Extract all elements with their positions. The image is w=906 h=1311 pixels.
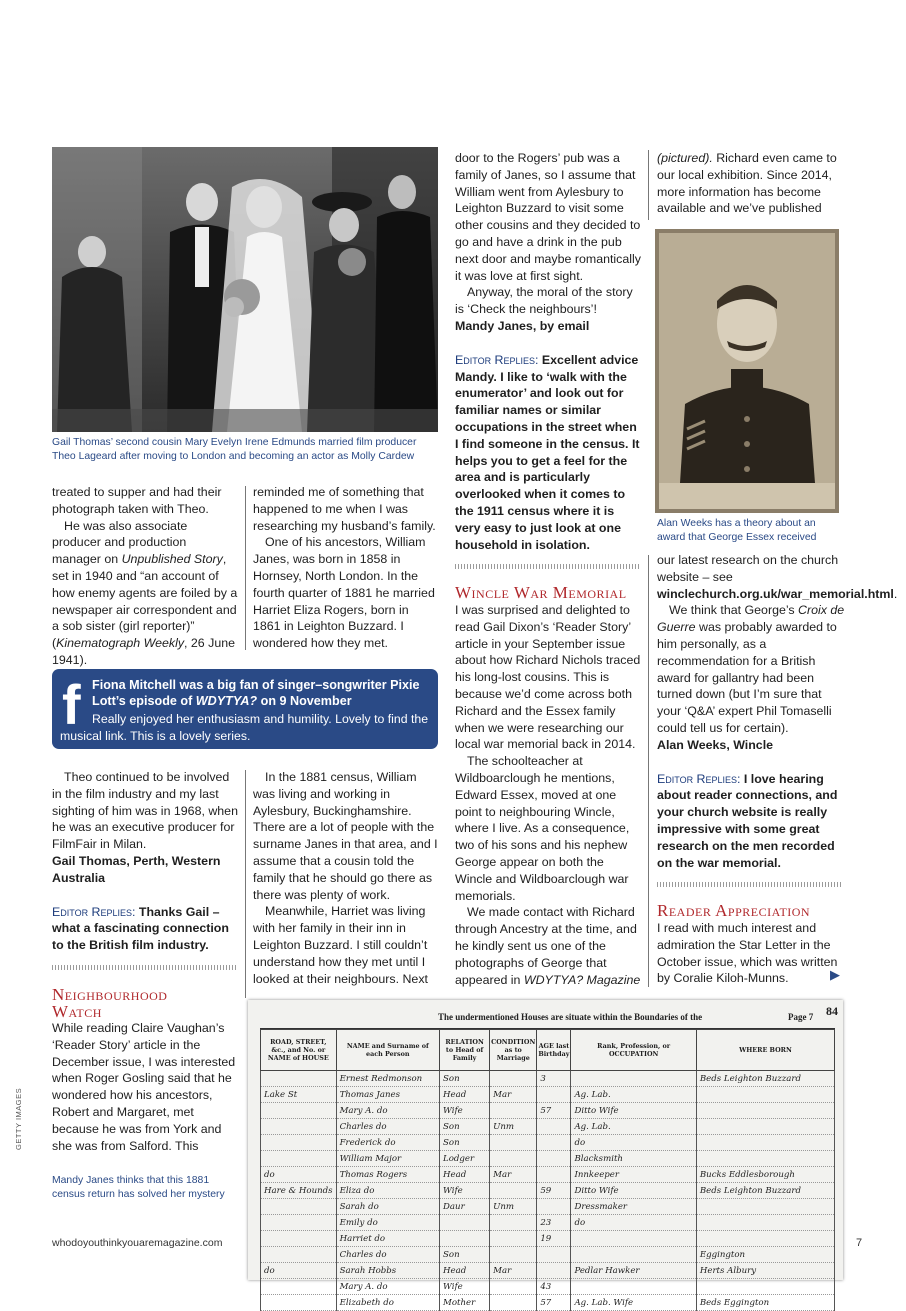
footer-website[interactable]: whodoyouthinkyouaremagazine.com <box>52 1237 223 1249</box>
col4-p2 <box>657 552 898 602</box>
census-cell: Innkeeper <box>571 1167 696 1183</box>
col4-p3-a: We think that George’s <box>669 603 799 618</box>
census-cell <box>696 1119 834 1135</box>
census-header-row <box>261 1030 835 1071</box>
editor-reply-alan <box>657 771 847 872</box>
facebook-title-show: WDYTYA? <box>195 694 258 708</box>
wedding-photo-illustration <box>52 147 438 432</box>
census-cell: Wife <box>440 1183 490 1199</box>
census-cell: Unm <box>490 1199 537 1215</box>
census-cell: 23 <box>537 1215 571 1231</box>
census-cell: Ditto Wife <box>571 1103 696 1119</box>
census-cell <box>490 1279 537 1295</box>
census-cell: Son <box>440 1071 490 1087</box>
census-row <box>261 1183 835 1199</box>
col2-top-p2: One of his ancestors, William Janes, was born in 1858 in Hornsey, North London. In the fourth quarter of 1881 he married Harriet Eliza Rogers, born in 1861 in Leighton Buzzard. I wondered how they met. <box>253 535 435 651</box>
footer-page-number: 7 <box>856 1237 863 1249</box>
census-cell: Ditto Wife <box>571 1183 696 1199</box>
editor-replies-label: Editor Replies: <box>657 771 741 786</box>
church-website-link[interactable]: winclechurch.org.uk/war_memorial.html <box>657 586 894 601</box>
col3-p1: door to the Rogers’ pub was a family of Janes, so I assume that William went from Aylesbury to Leighton Buzzard to visit some other cousins and they decided to go and have a drink in the pub next door and maybe romantically it was love at first sight. <box>455 151 641 283</box>
column-rule <box>648 150 649 220</box>
census-row <box>261 1103 835 1119</box>
census-cell <box>537 1087 571 1103</box>
soldier-photo <box>655 229 839 513</box>
census-cell: Sarah Hobbs <box>336 1263 439 1279</box>
census-col-header: NAME and Surname of each Person <box>336 1030 439 1071</box>
census-cell <box>696 1135 834 1151</box>
census-col-header: AGE last Birthday <box>537 1030 571 1071</box>
census-cell: Eggington <box>696 1247 834 1263</box>
census-cell: Dressmaker <box>571 1199 696 1215</box>
col4-p4: I read with much interest and admiration the Star Letter in the October issue, which was written by Coralie Kiloh-Munns. <box>657 921 838 986</box>
census-row <box>261 1295 835 1311</box>
col2-top-p1: reminded me of something that happened to me when I was researching my husband’s family. <box>253 485 436 533</box>
award-name: Croix de Guerre <box>657 603 845 635</box>
col1-top-p2 <box>52 518 238 669</box>
census-cell: do <box>571 1135 696 1151</box>
census-cell <box>537 1247 571 1263</box>
section-divider <box>657 882 843 887</box>
census-cell: do <box>261 1167 337 1183</box>
census-cell: Herts Albury <box>696 1263 834 1279</box>
census-row <box>261 1135 835 1151</box>
census-cell <box>440 1231 490 1247</box>
photo-credit: GETTY IMAGES <box>14 1087 23 1150</box>
census-cell: Sarah do <box>336 1199 439 1215</box>
census-cell: 3 <box>537 1071 571 1087</box>
census-cell: do <box>261 1263 337 1279</box>
census-cell: Mother <box>440 1295 490 1311</box>
census-cell <box>490 1215 537 1231</box>
census-row <box>261 1151 835 1167</box>
col3-text-2 <box>455 602 643 988</box>
census-cell <box>696 1199 834 1215</box>
editor-reply-gail <box>52 904 238 954</box>
census-row <box>261 1231 835 1247</box>
col4-p3-b: was probably awarded to him personally, as a recommendation for a British award for gallantry had been turned down (but I’m sure that your ‘Q&A’ expert Phil Tomaselli could tell us for certain). <box>657 620 837 735</box>
census-cell: Wife <box>440 1279 490 1295</box>
census-cell <box>696 1215 834 1231</box>
section-title-line1: Neighbourhood <box>52 985 168 1004</box>
letter-signature-alan: Alan Weeks, Wincle <box>657 737 774 752</box>
letter-signature-mandy: Mandy Janes, by email <box>455 318 590 333</box>
census-cell: Bucks Eddlesborough <box>696 1167 834 1183</box>
census-cell: Ag. Lab. <box>571 1087 696 1103</box>
census-cell <box>537 1263 571 1279</box>
census-body <box>261 1071 835 1311</box>
census-row <box>261 1215 835 1231</box>
census-cell: Mar <box>490 1263 537 1279</box>
census-cell <box>696 1279 834 1295</box>
census-cell: Charles do <box>336 1247 439 1263</box>
census-cell: Eliza do <box>336 1183 439 1199</box>
film-title: Unpublished Story <box>121 552 223 567</box>
census-cell <box>490 1071 537 1087</box>
census-cell <box>571 1231 696 1247</box>
census-cell <box>261 1295 337 1311</box>
magazine-title: WDYTYA? Magazine <box>523 972 641 987</box>
census-cell <box>440 1215 490 1231</box>
col4-text-2 <box>657 552 898 871</box>
census-cell: Emily do <box>336 1215 439 1231</box>
census-cell <box>261 1199 337 1215</box>
census-cell: Elizabeth do <box>336 1295 439 1311</box>
col3-p5 <box>455 904 643 988</box>
census-cell: Blacksmith <box>571 1151 696 1167</box>
census-caption: Mandy Janes thinks that this 1881 census return has solved her mystery <box>52 1175 225 1200</box>
census-col-header: RELATION to Head of Family <box>440 1030 490 1071</box>
column-rule <box>648 555 649 987</box>
col3-p2: Anyway, the moral of the story is ‘Check the neighbours’! <box>455 285 633 317</box>
census-cell: Mary A. do <box>336 1103 439 1119</box>
column-rule <box>245 770 246 998</box>
census-cell: Wife <box>440 1103 490 1119</box>
col3-p3: I was surprised and delighted to read Gail Dixon’s ‘Reader Story’ article in your September issue about how Richard Nichols traced his long-lost cousins. This is because we’d come across both Richard and the Essex family when we were researching our local war memorial back in 2014. <box>455 603 641 752</box>
census-cell: Head <box>440 1167 490 1183</box>
census-col-header: CONDITION as to Marriage <box>490 1030 537 1071</box>
col2-top-text <box>253 484 439 652</box>
census-cell <box>490 1231 537 1247</box>
census-cell: William Major <box>336 1151 439 1167</box>
census-table-wrap <box>260 1028 835 1311</box>
section-title-line2: Watch <box>52 1002 102 1021</box>
census-cell <box>490 1135 537 1151</box>
col2-bottom-text <box>253 769 439 987</box>
census-cell <box>490 1295 537 1311</box>
census-row <box>261 1167 835 1183</box>
editor-reply-text: I love hearing about reader connections, and your church website is really impressive with some great research on the men recorded on the war memorial. <box>657 771 838 870</box>
census-cell <box>490 1183 537 1199</box>
col1-bottom-text <box>52 769 238 954</box>
census-cell: Beds Eggington <box>696 1295 834 1311</box>
column-rule <box>245 486 246 650</box>
census-cell <box>696 1151 834 1167</box>
col4-text-3 <box>657 920 847 987</box>
col4-p3 <box>657 602 847 736</box>
census-row <box>261 1247 835 1263</box>
census-cell <box>490 1247 537 1263</box>
editor-reply-mandy <box>455 352 643 554</box>
census-cell <box>571 1279 696 1295</box>
census-cell: Ag. Lab. <box>571 1119 696 1135</box>
census-cell: Harriet do <box>336 1231 439 1247</box>
census-cell: 59 <box>537 1183 571 1199</box>
continue-arrow-icon: ▶ <box>830 967 840 982</box>
census-cell: Mary A. do <box>336 1279 439 1295</box>
soldier-photo-caption: Alan Weeks has a theory about an award that George Essex received <box>657 518 817 543</box>
census-cell: Son <box>440 1135 490 1151</box>
census-cell: Hare & Hounds <box>261 1183 337 1199</box>
census-cell: do <box>571 1215 696 1231</box>
census-cell <box>261 1135 337 1151</box>
col4-p2-a: our latest research on the church website – see <box>657 553 839 584</box>
census-cell: Lake St <box>261 1087 337 1103</box>
census-table <box>260 1029 835 1311</box>
census-cell: 57 <box>537 1103 571 1119</box>
col3-text <box>455 150 643 553</box>
census-cell <box>261 1247 337 1263</box>
census-cell <box>261 1119 337 1135</box>
census-cell <box>261 1103 337 1119</box>
col1-bottom-p2: While reading Claire Vaughan’s ‘Reader Story’ article in the December issue, I was interested when Roger Gosling said that he wondered how his ancestors, Robert and Margaret, met because he was from York and she was from Salford. This <box>52 1021 236 1153</box>
census-cell: Beds Leighton Buzzard <box>696 1183 834 1199</box>
col3-p4: The schoolteacher at Wildboarclough he mentions, Edward Essex, moved at one point to neighbouring Wincle, where I live. As a consequence, two of his sons and his nephew George appear on both the Wincle and Wildboarclough war memorials. <box>455 754 630 903</box>
census-page-label: Page 7 <box>788 1012 814 1022</box>
census-cell <box>571 1071 696 1087</box>
pictured-note: (pictured). <box>657 151 713 165</box>
facebook-title-a: Fiona Mitchell was a big fan of singer–songwriter Pixie Lott’s episode of <box>92 678 420 708</box>
census-cell <box>261 1231 337 1247</box>
census-col-header: Rank, Profession, or OCCUPATION <box>571 1030 696 1071</box>
census-cell <box>537 1135 571 1151</box>
census-cell: Charles do <box>336 1119 439 1135</box>
census-cell: 19 <box>537 1231 571 1247</box>
census-cell: Beds Leighton Buzzard <box>696 1071 834 1087</box>
census-cell <box>537 1119 571 1135</box>
census-cell <box>696 1231 834 1247</box>
census-cell <box>537 1199 571 1215</box>
census-row <box>261 1279 835 1295</box>
col4-p1 <box>657 150 847 217</box>
census-cell: Head <box>440 1263 490 1279</box>
census-cell: 43 <box>537 1279 571 1295</box>
census-cell: Pedlar Hawker <box>571 1263 696 1279</box>
census-cell <box>490 1103 537 1119</box>
editor-replies-label: Editor Replies: <box>52 904 136 919</box>
col2-bottom-p1: In the 1881 census, William was living and working in Aylesbury, Buckinghamshire. There are a lot of people with the surname Janes in that area, and I assume that a cousin told the family that he should go there as there was plenty of work. <box>253 770 438 902</box>
census-cell: Frederick do <box>336 1135 439 1151</box>
col1-top-p1: treated to supper and had their photograph taken with Theo. <box>52 485 222 516</box>
col1-top-text <box>52 484 238 669</box>
editor-reply-text: Thanks Gail – what a fascinating connection to the British film industry. <box>52 904 229 953</box>
census-cell: Thomas Rogers <box>336 1167 439 1183</box>
section-title-reader-appreciation: Reader Appreciation <box>657 901 811 920</box>
facebook-callout-title <box>92 677 432 709</box>
census-col-header: ROAD, STREET, &c., and No. or NAME of HOUSE <box>261 1030 337 1071</box>
col4-p2-b: . <box>893 586 898 601</box>
census-row <box>261 1071 835 1087</box>
census-cell: Son <box>440 1119 490 1135</box>
census-cell <box>696 1087 834 1103</box>
col1-top-p2-a: He was also associate producer and production manager on <box>52 518 188 567</box>
census-cell: Head <box>440 1087 490 1103</box>
facebook-text: Really enjoyed her enthusiasm and humility. Lovely to find the musical link. This is a lovely series. <box>60 712 429 743</box>
col4-p1-text: Richard even came to our local exhibition. Since 2014, more information has become available and we’ve published <box>657 151 837 216</box>
census-row <box>261 1119 835 1135</box>
census-cell: Ag. Lab. Wife <box>571 1295 696 1311</box>
census-cell: Son <box>440 1247 490 1263</box>
census-row <box>261 1199 835 1215</box>
census-page-number: 84 <box>826 1004 838 1018</box>
col1-bottom-text-2 <box>52 1020 238 1154</box>
soldier-photo-illustration <box>655 229 839 513</box>
census-cell <box>261 1151 337 1167</box>
section-divider <box>455 564 641 569</box>
census-cell: 57 <box>537 1295 571 1311</box>
col4-text <box>657 150 847 217</box>
census-row <box>261 1263 835 1279</box>
census-row <box>261 1087 835 1103</box>
editor-reply-text: Excellent advice Mandy. I like to ‘walk with the enumerator’ and look out for familiar names or similar occupations in the street when I find someone in the census. It helps you to get a feel for the area and is particularly overlooked when it comes to the 1911 census where it is very easy to just look at one household in isolation. <box>455 352 640 552</box>
magazine-title: Kinematograph Weekly <box>56 636 185 651</box>
census-cell <box>490 1151 537 1167</box>
section-title-neighbourhood-watch <box>52 986 238 1020</box>
census-cell: Lodger <box>440 1151 490 1167</box>
census-cell: Mar <box>490 1167 537 1183</box>
census-image <box>248 1000 843 1308</box>
section-divider <box>52 965 238 970</box>
census-col-header: WHERE BORN <box>696 1030 834 1071</box>
col1-bottom-p1: Theo continued to be involved in the film industry and my last sighting of him was in 1968, when he was an executive producer for FilmFair in Milan. <box>52 770 238 852</box>
census-cell <box>537 1167 571 1183</box>
census-cell: Unm <box>490 1119 537 1135</box>
census-cell <box>537 1151 571 1167</box>
census-cell: Daur <box>440 1199 490 1215</box>
editor-replies-label: Editor Replies: <box>455 352 539 367</box>
census-header: The undermentioned Houses are situate within the Boundaries of the <box>438 1012 703 1022</box>
wedding-photo <box>52 147 438 432</box>
census-cell: Ernest Redmonson <box>336 1071 439 1087</box>
col3-p5-a: We made contact with Richard through Ancestry at the time, and he kindly sent us one of the photographs of George that appeared in <box>455 905 637 987</box>
facebook-callout-text <box>60 711 430 744</box>
col1-top-p2-c: , 26 June 1941). <box>52 636 236 667</box>
facebook-callout <box>52 669 438 749</box>
section-title-wincle-war-memorial: Wincle War Memorial <box>455 583 627 602</box>
col2-bottom-p2: Meanwhile, Harriet was living with her family in their inn in Leighton Buzzard. I still couldn’t understand how they met until I looked at their neighbours. Next <box>253 904 428 986</box>
facebook-title-b: on 9 November <box>257 694 352 708</box>
census-cell <box>261 1279 337 1295</box>
col1-top-p2-b: , set in 1940 and “an account of how enemy agents are foiled by a newspaper air correspondent and a sob sister (girl reporter)” ( <box>52 552 238 651</box>
wedding-photo-caption: Gail Thomas’ second cousin Mary Evelyn Irene Edmunds married film producer Theo Lageard after moving to London and becoming an actor as Molly Cardew <box>52 437 417 462</box>
census-cell <box>261 1215 337 1231</box>
census-cell <box>696 1103 834 1119</box>
letter-signature-gail: Gail Thomas, Perth, Western Australia <box>52 853 221 885</box>
census-cell: Thomas Janes <box>336 1087 439 1103</box>
facebook-icon: f <box>62 673 81 736</box>
census-cell <box>261 1071 337 1087</box>
census-cell <box>571 1247 696 1263</box>
census-cell: Mar <box>490 1087 537 1103</box>
